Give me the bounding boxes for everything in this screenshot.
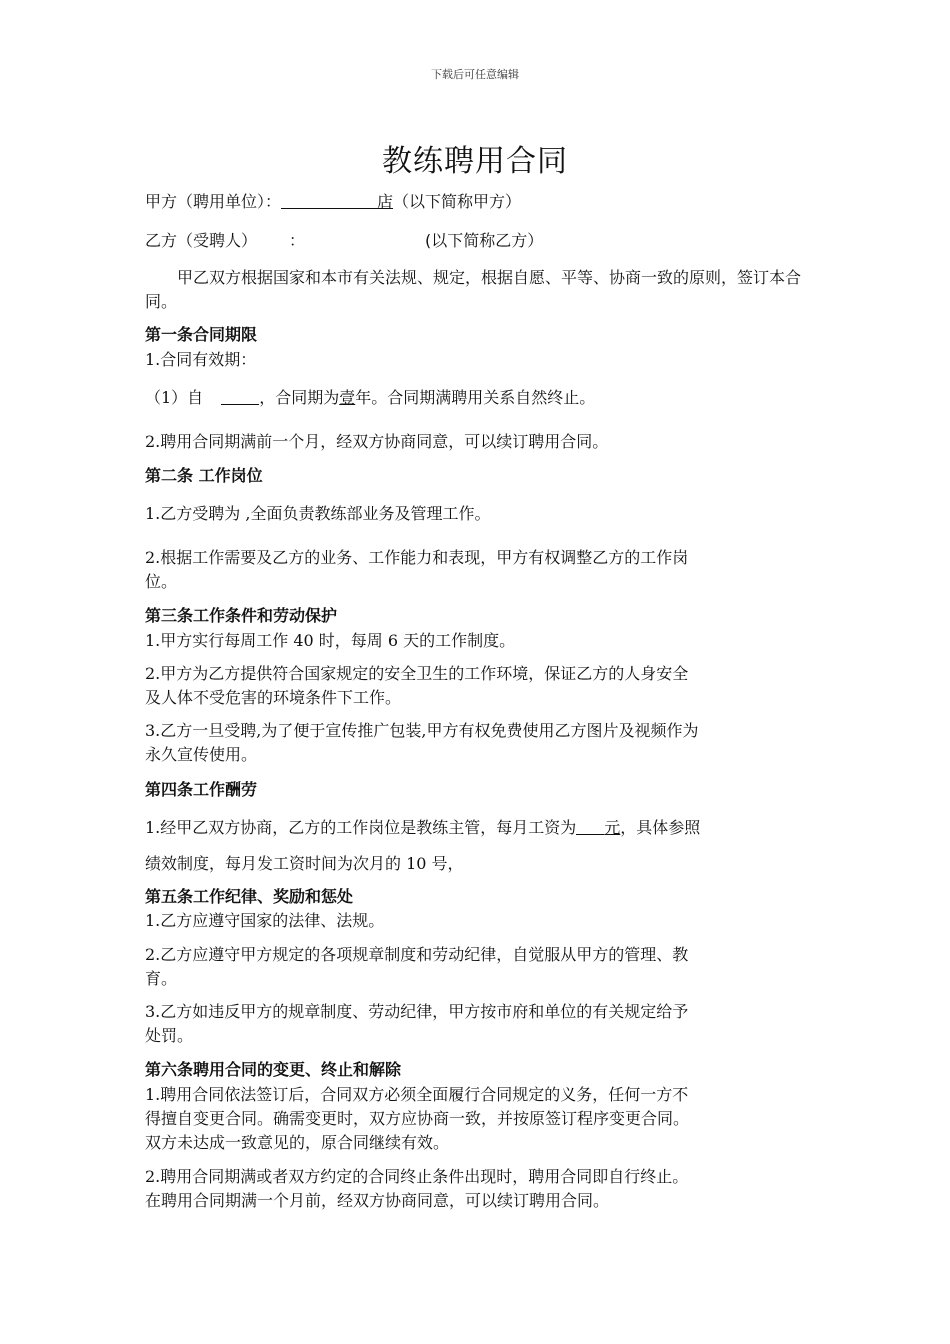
art6-item-1-line-3: 双方未达成一致意见的，原合同继续有效。: [145, 1133, 450, 1152]
art5-item-2-line-2: 育。: [145, 969, 178, 988]
art5-item-1: 1.乙方应遵守国家的法律、法规。: [145, 911, 385, 930]
document-title: 教练聘用合同: [382, 144, 568, 179]
art3-item-3-line-1: 3.乙方一旦受聘,为了便于宣传推广包装,甲方有权免费使用乙方图片及视频作为: [145, 721, 699, 740]
party-a-suffix: 店: [377, 192, 394, 211]
article-2-heading: 第二条 工作岗位: [145, 466, 263, 485]
party-b-colon: ：: [289, 231, 306, 250]
party-a-tail: （以下简称甲方）: [393, 192, 522, 211]
art1-item-2: 2.聘用合同期满前一个月，经双方协商同意，可以续订聘用合同。: [145, 432, 609, 451]
art1-end: 年。合同期满聘用关系自然终止。: [355, 388, 596, 407]
art5-item-3-line-2: 处罚。: [145, 1026, 194, 1045]
art5-item-3-line-1: 3.乙方如违反甲方的规章制度、劳动纪律，甲方按市府和单位的有关规定给予: [145, 1002, 689, 1021]
art1-date-blank: [221, 388, 259, 405]
art6-item-2-line-2: 在聘用合同期满一个月前，经双方协商同意，可以续订聘用合同。: [145, 1191, 610, 1210]
art4-salary-unit: 元: [604, 818, 621, 837]
article-5-heading: 第五条工作纪律、奖励和惩处: [145, 887, 354, 906]
art5-item-2-line-1: 2.乙方应遵守甲方规定的各项规章制度和劳动纪律，自觉服从甲方的管理、教: [145, 945, 689, 964]
art2-item-1: 1.乙方受聘为 ,全面负责教练部业务及管理工作。: [145, 504, 491, 523]
art4-salary-text: 1.经甲乙双方协商，乙方的工作岗位是教练主管，每月工资为: [145, 818, 577, 837]
party-a-line: [145, 190, 810, 214]
art3-item-3-line-2: 永久宣传使用。: [145, 745, 258, 764]
party-a-label: 甲方（聘用单位）：: [145, 192, 282, 211]
article-4-heading: 第四条工作酬劳: [145, 780, 258, 799]
party-b-label: 乙方（受聘人）: [145, 231, 258, 250]
art2-item-2-line-2: 位。: [145, 572, 178, 591]
article-6-heading: 第六条聘用合同的变更、终止和解除: [145, 1060, 402, 1079]
article-3-heading: 第三条工作条件和劳动保护: [145, 606, 338, 625]
art1-item-1-1: [145, 386, 810, 410]
art1-from: （1）自: [145, 388, 204, 407]
party-a-blank: [281, 192, 377, 209]
art3-item-1: 1.甲方实行每周工作 40 时，每周 6 天的工作制度。: [145, 631, 516, 650]
art4-item-1-line-2: 绩效制度，每月发工资时间为次月的 10 号，: [145, 854, 464, 873]
art6-item-1-line-1: 1.聘用合同依法签订后，合同双方必须全面履行合同规定的义务，任何一方不: [145, 1085, 689, 1104]
art4-salary-tail: ，具体参照: [620, 818, 701, 837]
art1-term: ，合同期为: [259, 388, 340, 407]
article-1-heading: 第一条合同期限: [145, 325, 258, 344]
party-b-line: [145, 229, 810, 253]
party-b-tail: (以下简称乙方）: [425, 231, 544, 250]
art4-salary-blank: [576, 818, 604, 835]
art1-years: 壹: [339, 388, 356, 407]
art3-item-2-line-2: 及人体不受危害的环境条件下工作。: [145, 688, 402, 707]
art4-item-1-line-1: [145, 816, 810, 840]
art6-item-1-line-2: 得擅自变更合同。确需变更时，双方应协商一致，并按原签订程序变更合同。: [145, 1109, 690, 1128]
art2-item-2-line-1: 2.根据工作需要及乙方的业务、工作能力和表现，甲方有权调整乙方的工作岗: [145, 548, 689, 567]
intro-paragraph: 甲乙双方根据国家和本市有关法规、规定，根据自愿、平等、协商一致的原则，签订本合同。: [145, 268, 802, 311]
art6-item-2-line-1: 2.聘用合同期满或者双方约定的合同终止条件出现时，聘用合同即自行终止。: [145, 1167, 689, 1186]
art1-item-1: 1.合同有效期：: [145, 350, 257, 369]
art3-item-2-line-1: 2.甲方为乙方提供符合国家规定的安全卫生的工作环境，保证乙方的人身安全: [145, 664, 689, 683]
header-note: 下载后可任意编辑: [431, 68, 519, 81]
